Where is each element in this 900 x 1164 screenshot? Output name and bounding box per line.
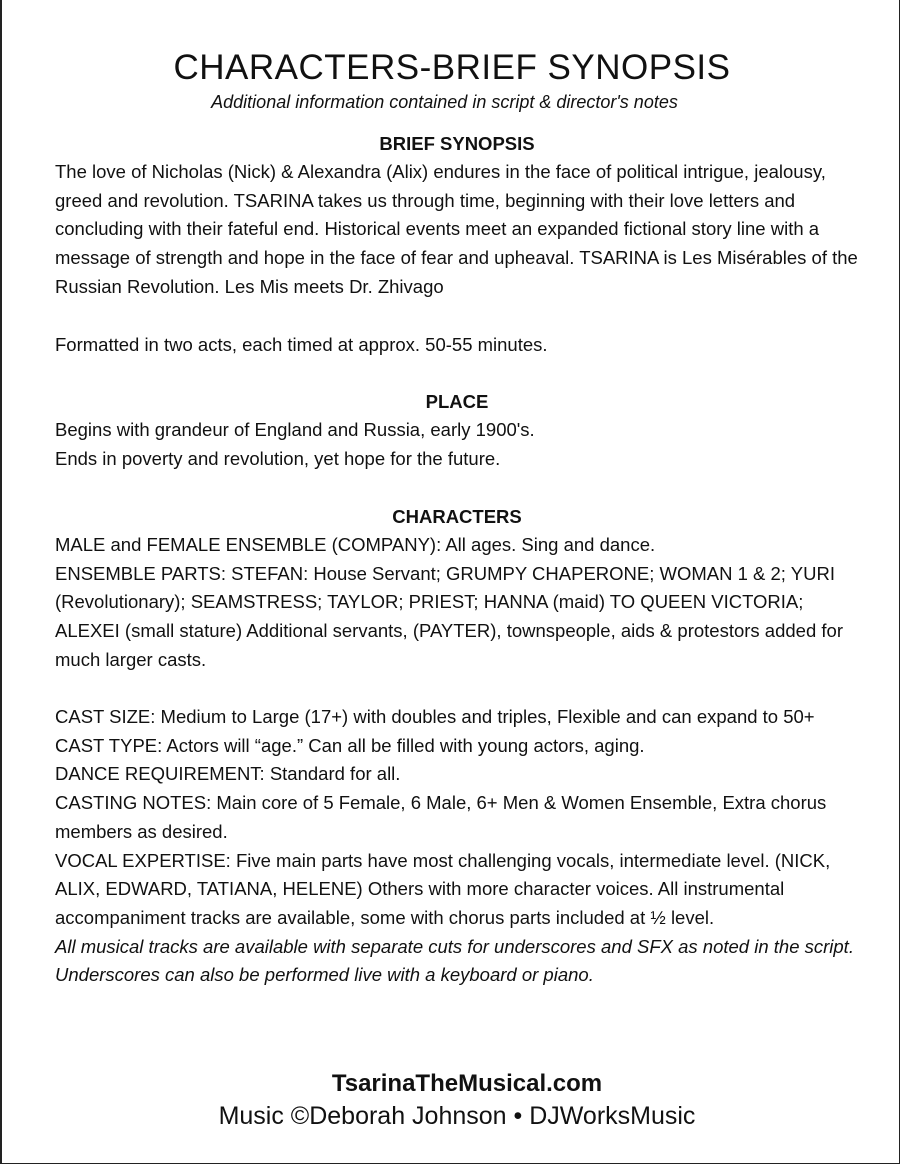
place-section (55, 416, 870, 473)
synopsis-heading: BRIEF SYNOPSIS (379, 133, 535, 154)
music-credit: Music ©Deborah Johnson • DJWorksMusic (218, 1102, 696, 1130)
dance-requirement-text: DANCE REQUIREMENT: Standard for all. (55, 763, 401, 785)
tracks-note-text: All musical tracks are available with separate cuts for underscores and SFX as noted in the script. Underscores can also be performed live with a keyboard or piano. (55, 935, 854, 986)
page-subtitle: Additional information contained in script & director's notes (211, 92, 678, 112)
ensemble-text: MALE and FEMALE ENSEMBLE (COMPANY): All ages. Sing and dance. (55, 534, 656, 555)
cast-details-section (55, 703, 870, 990)
place-line-2: Ends in poverty and revolution, yet hope for the future. (55, 447, 501, 469)
format-text: Formatted in two acts, each timed at approx. 50-55 minutes. (55, 334, 548, 355)
cast-size-text: CAST SIZE: Medium to Large (17+) with doubles and triples, Flexible and can expand to 50+ (55, 706, 815, 727)
ensemble-parts-text: ENSEMBLE PARTS: STEFAN: House Servant; GRUMPY CHAPERONE; WOMAN 1 & 2; YURI (Revolutionary); SEAMSTRESS; TAYLOR; PRIEST; HANNA (maid) TO QUEEN VICTORIA; ALEXEI (small stature) Additional servants, (PAYTER), townspeople, aids & protestors added for much larger casts. (55, 562, 843, 670)
place-heading: PLACE (425, 391, 489, 412)
cast-type-text: CAST TYPE: Actors will “age.” Can all be filled with young actors, aging. (55, 734, 645, 756)
characters-heading: CHARACTERS (392, 506, 522, 527)
casting-notes-text: CASTING NOTES: Main core of 5 Female, 6 Male, 6+ Men & Women Ensemble, Extra chorus members as desired. (55, 792, 827, 842)
synopsis-paragraph: The love of Nicholas (Nick) & Alexandra (Alix) endures in the face of political intrigue, jealousy, greed and revolution. TSARINA takes us through time, beginning with their love letters and concluding with their fateful end. Historical events meet an expanded fictional story line with a message of strength and hope in the face of fear and upheaval. TSARINA is Les Misérables of the Russian Revolution. Les Mis meets Dr. Zhivago (55, 161, 858, 297)
characters-section (55, 531, 870, 675)
vocal-expertise-text: VOCAL EXPERTISE: Five main parts have most challenging vocals, intermediate level. (NICK, ALIX, EDWARD, TATIANA, HELENE) Others with more character voices. All instrumental accompaniment tracks are available, some with chorus parts included at ½ level. (55, 849, 831, 928)
website-link: TsarinaTheMusical.com (331, 1070, 603, 1097)
format-section (55, 331, 870, 360)
synopsis-section (55, 158, 870, 302)
place-line-1: Begins with grandeur of England and Russia, early 1900's. (55, 419, 535, 440)
page-title: CHARACTERS-BRIEF SYNOPSIS (173, 48, 731, 87)
